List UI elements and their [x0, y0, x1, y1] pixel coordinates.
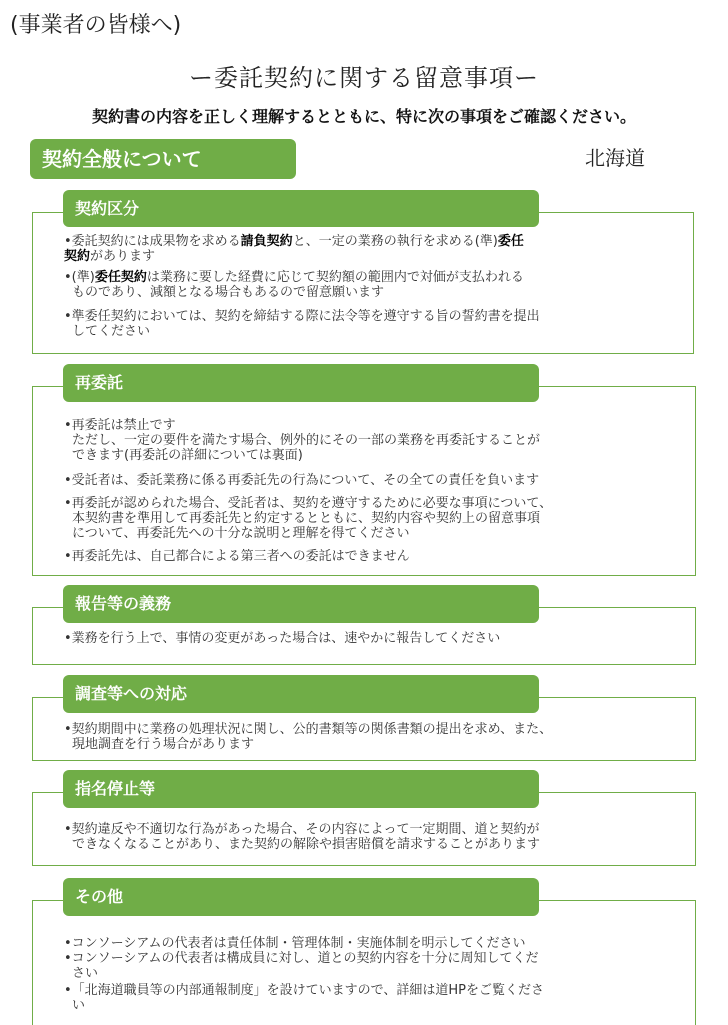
page-title: ー委託契約に関する留意事項ー — [189, 64, 539, 92]
contract-type-item-2: •(準)委任契約は業務に要した経費に応じて契約額の範囲内で対価が支払われる ものであり、減額となる場合もあるので留意願います — [64, 270, 524, 300]
subcontract-item-1: •再委託は禁止です ただし、一定の要件を満たす場合、例外的にその一部の業務を再委託することが できます(再委託の詳細については裏面) — [64, 418, 541, 463]
contract-type-item-1: •委託契約には成果物を求める請負契約と、一定の業務の執行を求める(準)委任 契約があります — [64, 234, 524, 264]
general-section-label: 契約全般について — [30, 139, 296, 179]
region-label: 北海道 — [585, 146, 645, 170]
inspection-label: 調査等への対応 — [63, 675, 539, 713]
notice-text: 契約書の内容を正しく理解するとともに、特に次の事項をご確認ください。 — [91, 107, 636, 126]
greeting-text: (事業者の皆様へ) — [10, 13, 182, 38]
subcontract-item-3: •再委託が認められた場合、受託者は、契約を遵守するために必要な事項について、 本契約書を準用して再委託先と約定するとともに、契約内容や契約上の留意事項 について、再委託先への十分な説明と理解を得てください — [64, 496, 553, 541]
suspension-item-1: •契約違反や不適切な行為があった場合、その内容によって一定期間、道と契約が できなくなることがあり、また契約の解除や損害賠償を請求することがあります — [64, 822, 541, 852]
suspension-label: 指名停止等 — [63, 770, 539, 808]
other-item-2: •コンソーシアムの代表者は構成員に対し、道との契約内容を十分に周知してくだ さい — [64, 951, 539, 981]
other-item-1: •コンソーシアムの代表者は責任体制・管理体制・実施体制を明示してください — [64, 936, 526, 951]
other-item-3: •「北海道職員等の内部通報制度」を設けていますので、詳細は道HPをご覧くださ い — [64, 983, 545, 1013]
inspection-item-1: •契約期間中に業務の処理状況に関し、公的書類等の関係書類の提出を求め、また、 現地調査を行う場合があります — [64, 722, 553, 752]
subcontract-item-4: •再委託先は、自己都合による第三者への委託はできません — [64, 549, 410, 564]
report-item-1: •業務を行う上で、事情の変更があった場合は、速やかに報告してください — [64, 631, 501, 646]
report-label: 報告等の義務 — [63, 585, 539, 623]
contract-type-label: 契約区分 — [63, 190, 539, 227]
contract-type-item-3: •準委任契約においては、契約を締結する際に法令等を遵守する旨の誓約書を提出 してください — [64, 309, 540, 339]
subcontract-item-2: •受託者は、委託業務に係る再委託先の行為について、その全ての責任を負います — [64, 473, 540, 488]
subcontract-label: 再委託 — [63, 364, 539, 402]
other-label: その他 — [63, 878, 539, 916]
